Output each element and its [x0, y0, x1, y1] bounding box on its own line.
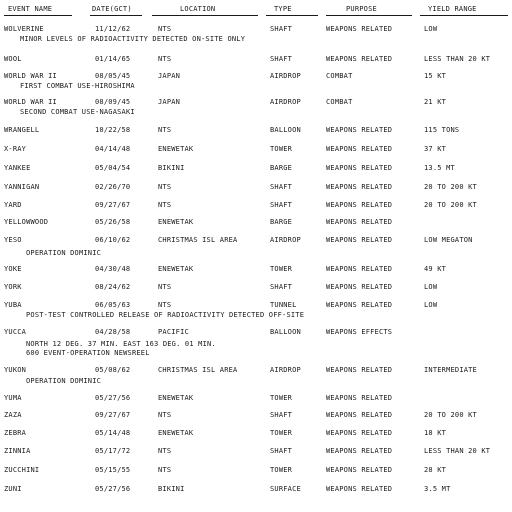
event-name: X-RAY [4, 145, 27, 153]
event-location: PACIFIC [158, 328, 189, 336]
event-name: YORK [4, 283, 22, 291]
event-yield: 37 KT [424, 145, 447, 153]
table-row [0, 411, 512, 423]
event-name: ZUNI [4, 485, 22, 493]
event-purpose: WEAPONS RELATED [326, 429, 393, 437]
event-purpose: COMBAT [326, 98, 353, 106]
header-underline-location [152, 15, 258, 16]
table-row [0, 466, 512, 478]
event-purpose: WEAPONS RELATED [326, 283, 393, 291]
event-type: SHAFT [270, 447, 293, 455]
event-yield: 15 KT [424, 72, 447, 80]
event-name: ZAZA [4, 411, 22, 419]
event-purpose: WEAPONS RELATED [326, 236, 393, 244]
event-yield: 49 KT [424, 265, 447, 273]
event-location: NTS [158, 126, 172, 134]
event-name: YUKON [4, 366, 27, 374]
event-date: 08/09/45 [95, 98, 131, 106]
event-yield: 115 TONS [424, 126, 460, 134]
header-underline-type [266, 15, 318, 16]
event-location: NTS [158, 283, 172, 291]
event-type: SHAFT [270, 411, 293, 419]
event-type: AIRDROP [270, 236, 301, 244]
event-location: ENEWETAK [158, 265, 194, 273]
event-location: JAPAN [158, 98, 181, 106]
header-underline-date [90, 15, 142, 16]
event-yield: 21 KT [424, 98, 447, 106]
event-type: TOWER [270, 145, 293, 153]
event-type: AIRDROP [270, 366, 301, 374]
event-date: 05/04/54 [95, 164, 131, 172]
event-type: TOWER [270, 429, 293, 437]
table-row [0, 394, 512, 406]
event-name: YANKEE [4, 164, 31, 172]
table-row [0, 218, 512, 230]
event-location: NTS [158, 201, 172, 209]
table-row [0, 265, 512, 277]
table-row [0, 283, 512, 295]
event-yield: 20 TO 200 KT [424, 201, 477, 209]
event-yield: 20 TO 200 KT [424, 183, 477, 191]
event-location: NTS [158, 301, 172, 309]
event-note: OPERATION DOMINIC [26, 377, 102, 385]
event-type: SHAFT [270, 55, 293, 63]
event-purpose: WEAPONS RELATED [326, 126, 393, 134]
table-row [0, 201, 512, 213]
event-name: YUCCA [4, 328, 27, 336]
event-location: ENEWETAK [158, 218, 194, 226]
event-date: 02/26/70 [95, 183, 131, 191]
event-type: TOWER [270, 265, 293, 273]
event-date: 05/14/48 [95, 429, 131, 437]
event-date: 05/26/58 [95, 218, 131, 226]
event-yield: LOW MEGATON [424, 236, 473, 244]
event-type: BARGE [270, 164, 293, 172]
table-row [0, 55, 512, 67]
event-purpose: WEAPONS RELATED [326, 466, 393, 474]
event-date: 09/27/67 [95, 201, 131, 209]
event-type: SURFACE [270, 485, 301, 493]
event-date: 06/05/63 [95, 301, 131, 309]
event-name: WRANGELL [4, 126, 40, 134]
event-location: BIKINI [158, 485, 185, 493]
event-location: NTS [158, 183, 172, 191]
event-date: 05/27/56 [95, 485, 131, 493]
event-name: ZEBRA [4, 429, 27, 437]
event-purpose: WEAPONS EFFECTS [326, 328, 393, 336]
event-note: NORTH 12 DEG. 37 MIN. EAST 163 DEG. 01 MIN. [26, 340, 216, 348]
event-date: 08/05/45 [95, 72, 131, 80]
event-purpose: COMBAT [326, 72, 353, 80]
event-name: WORLD WAR II [4, 72, 57, 80]
event-purpose: WEAPONS RELATED [326, 183, 393, 191]
table-row [0, 328, 512, 340]
event-type: SHAFT [270, 283, 293, 291]
table-row [0, 145, 512, 157]
event-yield: 3.5 MT [424, 485, 451, 493]
event-yield: LESS THAN 20 KT [424, 447, 491, 455]
header-underline-event [4, 15, 72, 16]
event-purpose: WEAPONS RELATED [326, 164, 393, 172]
table-row [0, 164, 512, 176]
event-purpose: WEAPONS RELATED [326, 218, 393, 226]
event-name: YANNIGAN [4, 183, 40, 191]
event-date: 09/27/67 [95, 411, 131, 419]
header-event-name: EVENT NAME [8, 5, 53, 13]
event-note: OPERATION DOMINIC [26, 249, 102, 257]
event-location: ENEWETAK [158, 145, 194, 153]
event-name: YARD [4, 201, 22, 209]
event-purpose: WEAPONS RELATED [326, 301, 393, 309]
table-row [0, 126, 512, 138]
event-name: YUMA [4, 394, 22, 402]
event-date: 05/15/55 [95, 466, 131, 474]
event-date: 06/10/62 [95, 236, 131, 244]
header-underline-purpose [326, 15, 412, 16]
table-row [0, 183, 512, 195]
event-yield: LOW [424, 301, 438, 309]
table-row [0, 236, 512, 248]
event-note: FIRST COMBAT USE-HIROSHIMA [20, 82, 135, 90]
event-yield: LOW [424, 283, 438, 291]
event-location: ENEWETAK [158, 394, 194, 402]
event-purpose: WEAPONS RELATED [326, 485, 393, 493]
event-name: YELLOWWOOD [4, 218, 49, 226]
event-type: AIRDROP [270, 98, 301, 106]
table-row [0, 485, 512, 497]
event-purpose: WEAPONS RELATED [326, 411, 393, 419]
event-yield: LOW [424, 25, 438, 33]
header-underline-yield [420, 15, 508, 16]
event-date: 10/22/58 [95, 126, 131, 134]
event-type: TOWER [270, 466, 293, 474]
event-location: CHRISTMAS ISL AREA [158, 366, 238, 374]
event-type: SHAFT [270, 25, 293, 33]
event-name: WOLVERINE [4, 25, 44, 33]
event-purpose: WEAPONS RELATED [326, 55, 393, 63]
event-date: 01/14/65 [95, 55, 131, 63]
header-purpose: PURPOSE [346, 5, 377, 13]
event-purpose: WEAPONS RELATED [326, 145, 393, 153]
event-purpose: WEAPONS RELATED [326, 25, 393, 33]
event-location: CHRISTMAS ISL AREA [158, 236, 238, 244]
event-yield: 13.5 MT [424, 164, 455, 172]
header-type: TYPE [274, 5, 292, 13]
event-type: TUNNEL [270, 301, 297, 309]
event-type: SHAFT [270, 201, 293, 209]
event-type: BARGE [270, 218, 293, 226]
event-purpose: WEAPONS RELATED [326, 447, 393, 455]
header-date: DATE(GCT) [92, 5, 132, 13]
event-date: 05/27/56 [95, 394, 131, 402]
event-name: YUBA [4, 301, 22, 309]
event-type: SHAFT [270, 183, 293, 191]
event-name: YOKE [4, 265, 22, 273]
event-yield: 20 TO 200 KT [424, 411, 477, 419]
event-date: 11/12/62 [95, 25, 131, 33]
event-location: NTS [158, 411, 172, 419]
event-name: WORLD WAR II [4, 98, 57, 106]
event-name: YESO [4, 236, 22, 244]
event-date: 05/17/72 [95, 447, 131, 455]
event-location: ENEWETAK [158, 429, 194, 437]
event-date: 05/08/62 [95, 366, 131, 374]
event-date: 04/30/48 [95, 265, 131, 273]
table-row [0, 447, 512, 459]
event-location: NTS [158, 25, 172, 33]
event-date: 08/24/62 [95, 283, 131, 291]
event-note: POST-TEST CONTROLLED RELEASE OF RADIOACTIVITY DETECTED OFF-SITE [26, 311, 305, 319]
event-type: AIRDROP [270, 72, 301, 80]
event-purpose: WEAPONS RELATED [326, 366, 393, 374]
event-note: MINOR LEVELS OF RADIOACTIVITY DETECTED ON-SITE ONLY [20, 35, 246, 43]
event-yield: LESS THAN 20 KT [424, 55, 491, 63]
event-purpose: WEAPONS RELATED [326, 201, 393, 209]
event-note: 600 EVENT-OPERATION NEWSREEL [26, 349, 150, 357]
event-location: JAPAN [158, 72, 181, 80]
event-yield: 18 KT [424, 429, 447, 437]
event-note: SECOND COMBAT USE-NAGASAKI [20, 108, 135, 116]
event-yield: 28 KT [424, 466, 447, 474]
event-type: BALLOON [270, 126, 301, 134]
event-name: WOOL [4, 55, 22, 63]
table-row [0, 429, 512, 441]
event-date: 04/14/48 [95, 145, 131, 153]
event-type: BALLOON [270, 328, 301, 336]
header-location: LOCATION [180, 5, 216, 13]
event-yield: INTERMEDIATE [424, 366, 477, 374]
event-purpose: WEAPONS RELATED [326, 265, 393, 273]
event-location: BIKINI [158, 164, 185, 172]
event-purpose: WEAPONS RELATED [326, 394, 393, 402]
event-location: NTS [158, 55, 172, 63]
event-name: ZUCCHINI [4, 466, 40, 474]
header-yield-range: YIELD RANGE [428, 5, 477, 13]
event-type: TOWER [270, 394, 293, 402]
event-date: 04/28/58 [95, 328, 131, 336]
event-name: ZINNIA [4, 447, 31, 455]
event-location: NTS [158, 447, 172, 455]
event-location: NTS [158, 466, 172, 474]
